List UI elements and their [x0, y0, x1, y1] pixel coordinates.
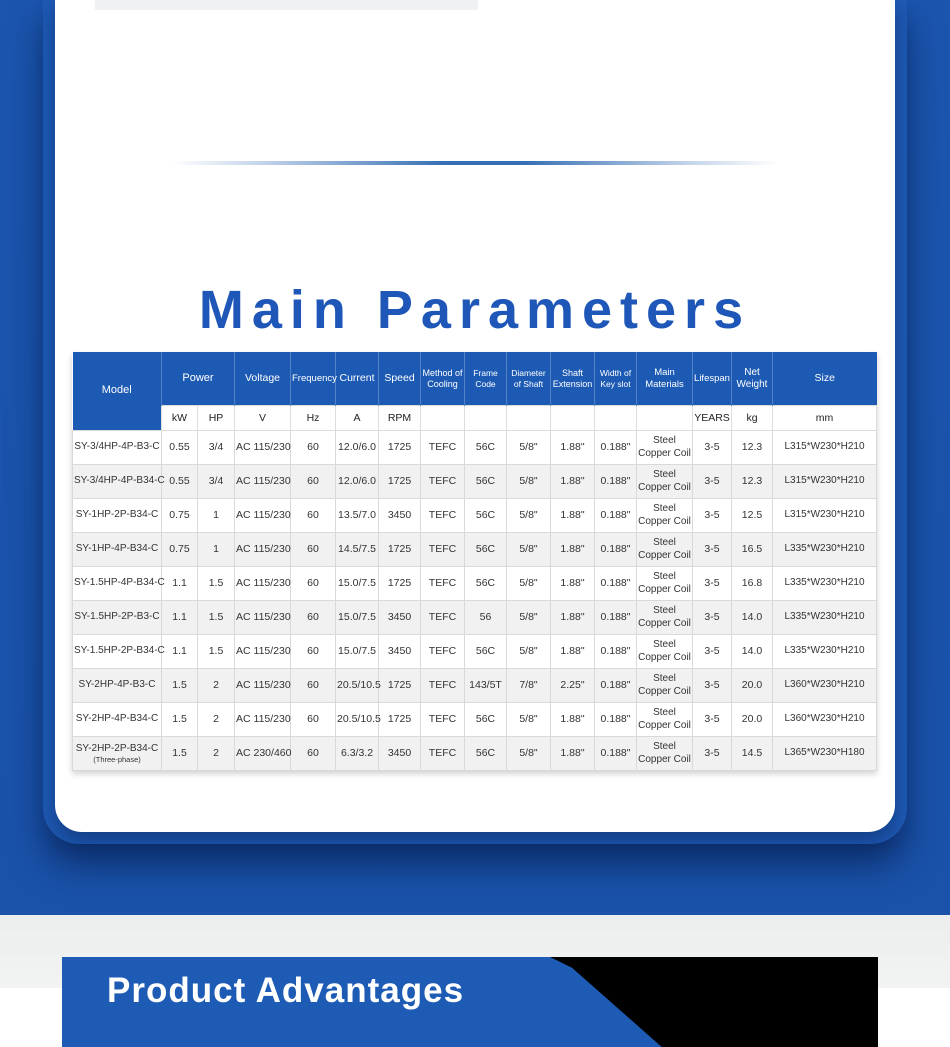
table-cell: 14.0 [732, 601, 773, 635]
table-cell: 15.0/7.5 [336, 601, 379, 635]
table-cell: AC 115/230 [235, 499, 291, 533]
table-cell: TEFC [421, 601, 465, 635]
column-header-frame-code: Frame Code [465, 352, 507, 406]
table-cell: 5/8" [507, 533, 551, 567]
table-row [73, 567, 877, 601]
table-cell: 1.5 [162, 703, 198, 737]
table-cell: TEFC [421, 465, 465, 499]
table-cell: 1725 [379, 567, 421, 601]
unit-mm: mm [773, 406, 877, 431]
table-cell: 5/8" [507, 499, 551, 533]
column-header-lifespan: Lifespan [693, 352, 732, 406]
table-cell: 1.5 [198, 567, 235, 601]
table-cell: 3-5 [693, 737, 732, 771]
table-cell: Steel Copper Coil [637, 635, 693, 669]
table-cell: 2 [198, 703, 235, 737]
page-title: Main Parameters [198, 280, 752, 341]
table-cell: Steel Copper Coil [637, 465, 693, 499]
table-cell: Steel Copper Coil [637, 499, 693, 533]
column-header-frequency: Frequency [291, 352, 336, 406]
table-row [73, 533, 877, 567]
cell-model: SY-1.5HP-2P-B3-C [73, 601, 162, 635]
table-cell: Steel Copper Coil [637, 737, 693, 771]
table-cell: TEFC [421, 703, 465, 737]
unit-empty [637, 406, 693, 431]
column-header-shaft-diameter: Diameter of Shaft [507, 352, 551, 406]
table-units-row [73, 406, 877, 431]
table-cell: 3-5 [693, 703, 732, 737]
unit-kg: kg [732, 406, 773, 431]
table-cell: 1.5 [198, 635, 235, 669]
column-header-key-slot-width: Width of Key slot [595, 352, 637, 406]
table-cell: Steel Copper Coil [637, 567, 693, 601]
parameters-table-wrap [72, 352, 877, 771]
table-cell: 0.188" [595, 601, 637, 635]
table-cell: 56C [465, 465, 507, 499]
column-header-size: Size [773, 352, 877, 406]
table-cell: TEFC [421, 533, 465, 567]
unit-v: V [235, 406, 291, 431]
table-cell: L315*W230*H210 [773, 431, 877, 465]
table-row [73, 703, 877, 737]
table-cell: 0.188" [595, 737, 637, 771]
table-cell: 1725 [379, 669, 421, 703]
table-cell: 0.188" [595, 635, 637, 669]
table-cell: 0.188" [595, 669, 637, 703]
table-cell: TEFC [421, 431, 465, 465]
table-cell: 0.75 [162, 533, 198, 567]
table-cell: 12.3 [732, 431, 773, 465]
table-cell: 0.188" [595, 567, 637, 601]
cell-model: SY-1.5HP-2P-B34-C [73, 635, 162, 669]
table-cell: 0.188" [595, 533, 637, 567]
table-cell: 60 [291, 465, 336, 499]
table-cell: 3450 [379, 601, 421, 635]
unit-a: A [336, 406, 379, 431]
table-cell: 56C [465, 703, 507, 737]
table-cell: 15.0/7.5 [336, 567, 379, 601]
table-cell: 12.0/6.0 [336, 431, 379, 465]
table-cell: 5/8" [507, 737, 551, 771]
table-cell: Steel Copper Coil [637, 703, 693, 737]
table-cell: 60 [291, 567, 336, 601]
table-row [73, 601, 877, 635]
table-cell: TEFC [421, 669, 465, 703]
table-cell: 3450 [379, 635, 421, 669]
table-cell: 1 [198, 533, 235, 567]
table-cell: 20.5/10.5 [336, 669, 379, 703]
column-header-voltage: Voltage [235, 352, 291, 406]
table-row [73, 669, 877, 703]
table-cell: L360*W230*H210 [773, 669, 877, 703]
table-cell: 1.5 [198, 601, 235, 635]
model-note: (Three-phase) [93, 754, 141, 764]
section-divider-line [171, 161, 779, 165]
table-cell: 6.3/3.2 [336, 737, 379, 771]
unit-empty [551, 406, 595, 431]
cell-model: SY-1HP-4P-B34-C [73, 533, 162, 567]
table-cell: 56C [465, 567, 507, 601]
table-cell: 1.88" [551, 635, 595, 669]
table-cell: L335*W230*H210 [773, 601, 877, 635]
table-cell: 2.25" [551, 669, 595, 703]
table-cell: 1725 [379, 465, 421, 499]
previous-image-edge [95, 0, 478, 10]
column-header-power: Power [162, 352, 235, 406]
table-cell: AC 115/230 [235, 601, 291, 635]
table-row [73, 465, 877, 499]
table-cell: AC 115/230 [235, 431, 291, 465]
column-header-speed: Speed [379, 352, 421, 406]
table-cell: 13.5/7.0 [336, 499, 379, 533]
table-cell: TEFC [421, 499, 465, 533]
table-cell: 20.0 [732, 669, 773, 703]
table-cell: 56C [465, 533, 507, 567]
table-cell: 3450 [379, 499, 421, 533]
table-cell: 3-5 [693, 533, 732, 567]
unit-rpm: RPM [379, 406, 421, 431]
table-cell: L315*W230*H210 [773, 499, 877, 533]
column-header-net-weight: Net Weight [732, 352, 773, 406]
table-cell: 5/8" [507, 601, 551, 635]
table-cell: Steel Copper Coil [637, 533, 693, 567]
cell-model: SY-2HP-4P-B3-C [73, 669, 162, 703]
table-cell: 20.0 [732, 703, 773, 737]
table-cell: 1.88" [551, 567, 595, 601]
table-cell: L360*W230*H210 [773, 703, 877, 737]
table-cell: Steel Copper Coil [637, 431, 693, 465]
unit-empty [507, 406, 551, 431]
table-cell: 1.1 [162, 601, 198, 635]
table-cell: 1.1 [162, 567, 198, 601]
table-cell: 60 [291, 431, 336, 465]
table-cell: 1 [198, 499, 235, 533]
table-body [73, 431, 877, 771]
table-cell: AC 115/230 [235, 635, 291, 669]
table-cell: 0.55 [162, 465, 198, 499]
table-cell: 1.88" [551, 465, 595, 499]
table-cell: 1.88" [551, 431, 595, 465]
table-cell: 3/4 [198, 465, 235, 499]
table-cell: 14.0 [732, 635, 773, 669]
table-cell: 1.88" [551, 601, 595, 635]
table-cell: 1.88" [551, 533, 595, 567]
table-cell: 1.88" [551, 737, 595, 771]
next-section-title: Product Advantages [107, 971, 465, 1010]
table-cell: 3-5 [693, 431, 732, 465]
table-cell: 5/8" [507, 567, 551, 601]
table-cell: 12.5 [732, 499, 773, 533]
table-cell: 56 [465, 601, 507, 635]
table-cell: TEFC [421, 567, 465, 601]
table-cell: L335*W230*H210 [773, 635, 877, 669]
table-cell: 60 [291, 703, 336, 737]
table-cell: 3-5 [693, 669, 732, 703]
table-cell: 5/8" [507, 635, 551, 669]
table-cell: 1.5 [162, 737, 198, 771]
table-cell: 3-5 [693, 499, 732, 533]
table-cell: 0.188" [595, 465, 637, 499]
table-cell: 12.0/6.0 [336, 465, 379, 499]
card-shadow-layer [43, 0, 907, 844]
next-section-banner [62, 957, 878, 1047]
unit-empty [421, 406, 465, 431]
table-cell: 5/8" [507, 465, 551, 499]
table-cell: Steel Copper Coil [637, 669, 693, 703]
column-header-shaft-extension: Shaft Extension [551, 352, 595, 406]
table-cell: 1725 [379, 533, 421, 567]
table-cell: AC 115/230 [235, 567, 291, 601]
table-cell: 3-5 [693, 465, 732, 499]
content-card [55, 0, 895, 832]
table-cell: 3450 [379, 737, 421, 771]
table-cell: 60 [291, 737, 336, 771]
table-cell: AC 230/460 [235, 737, 291, 771]
cell-model: SY-2HP-4P-B34-C [73, 703, 162, 737]
table-cell: AC 115/230 [235, 703, 291, 737]
cell-model: SY-3/4HP-4P-B34-C [73, 465, 162, 499]
table-cell: TEFC [421, 635, 465, 669]
table-row [73, 635, 877, 669]
table-cell: AC 115/230 [235, 465, 291, 499]
unit-hp: HP [198, 406, 235, 431]
cell-model: SY-1.5HP-4P-B34-C [73, 567, 162, 601]
table-cell: 3-5 [693, 601, 732, 635]
table-cell: 7/8" [507, 669, 551, 703]
table-cell: 20.5/10.5 [336, 703, 379, 737]
column-header-current: Current [336, 352, 379, 406]
table-cell: 60 [291, 499, 336, 533]
table-cell: 60 [291, 601, 336, 635]
table-cell: 14.5 [732, 737, 773, 771]
cell-model: SY-2HP-2P-B34-C (Three-phase) [73, 737, 162, 771]
table-cell: 2 [198, 737, 235, 771]
table-cell: 56C [465, 499, 507, 533]
table-cell: 2 [198, 669, 235, 703]
table-cell: 0.188" [595, 703, 637, 737]
table-cell: 14.5/7.5 [336, 533, 379, 567]
table-cell: L335*W230*H210 [773, 567, 877, 601]
table-cell: 0.188" [595, 431, 637, 465]
column-header-materials: Main Materials [637, 352, 693, 406]
table-cell: 1.88" [551, 703, 595, 737]
table-cell: 16.5 [732, 533, 773, 567]
cell-model: SY-3/4HP-4P-B3-C [73, 431, 162, 465]
table-cell: 3-5 [693, 567, 732, 601]
table-row [73, 431, 877, 465]
table-cell: L315*W230*H210 [773, 465, 877, 499]
table-cell: 1.88" [551, 499, 595, 533]
next-section-background [0, 915, 950, 1010]
table-cell: 1725 [379, 703, 421, 737]
table-cell: 3/4 [198, 431, 235, 465]
parameters-table [72, 352, 877, 771]
table-cell: 143/5T [465, 669, 507, 703]
table-cell: 1.5 [162, 669, 198, 703]
table-cell: 60 [291, 533, 336, 567]
column-header-cooling-method: Method of Cooling [421, 352, 465, 406]
table-cell: 0.188" [595, 499, 637, 533]
column-header-model: Model [73, 352, 162, 431]
table-cell: 5/8" [507, 431, 551, 465]
table-cell: 60 [291, 669, 336, 703]
table-cell: 3-5 [693, 635, 732, 669]
table-cell: L335*W230*H210 [773, 533, 877, 567]
cell-model: SY-1HP-2P-B34-C [73, 499, 162, 533]
table-cell: 60 [291, 635, 336, 669]
table-row [73, 499, 877, 533]
table-cell: Steel Copper Coil [637, 601, 693, 635]
table-cell: 5/8" [507, 703, 551, 737]
table-cell: 56C [465, 737, 507, 771]
table-header-row [73, 352, 877, 406]
table-cell: 0.75 [162, 499, 198, 533]
table-cell: 0.55 [162, 431, 198, 465]
unit-years: YEARS [693, 406, 732, 431]
table-cell: AC 115/230 [235, 533, 291, 567]
table-cell: L365*W230*H180 [773, 737, 877, 771]
table-cell: 15.0/7.5 [336, 635, 379, 669]
table-row [73, 737, 877, 771]
table-cell: 56C [465, 635, 507, 669]
table-cell: 1725 [379, 431, 421, 465]
table-cell: AC 115/230 [235, 669, 291, 703]
table-cell: 12.3 [732, 465, 773, 499]
table-cell: TEFC [421, 737, 465, 771]
unit-empty [465, 406, 507, 431]
table-cell: 1.1 [162, 635, 198, 669]
table-cell: 16.8 [732, 567, 773, 601]
table-cell: 56C [465, 431, 507, 465]
unit-kw: kW [162, 406, 198, 431]
unit-empty [595, 406, 637, 431]
unit-hz: Hz [291, 406, 336, 431]
